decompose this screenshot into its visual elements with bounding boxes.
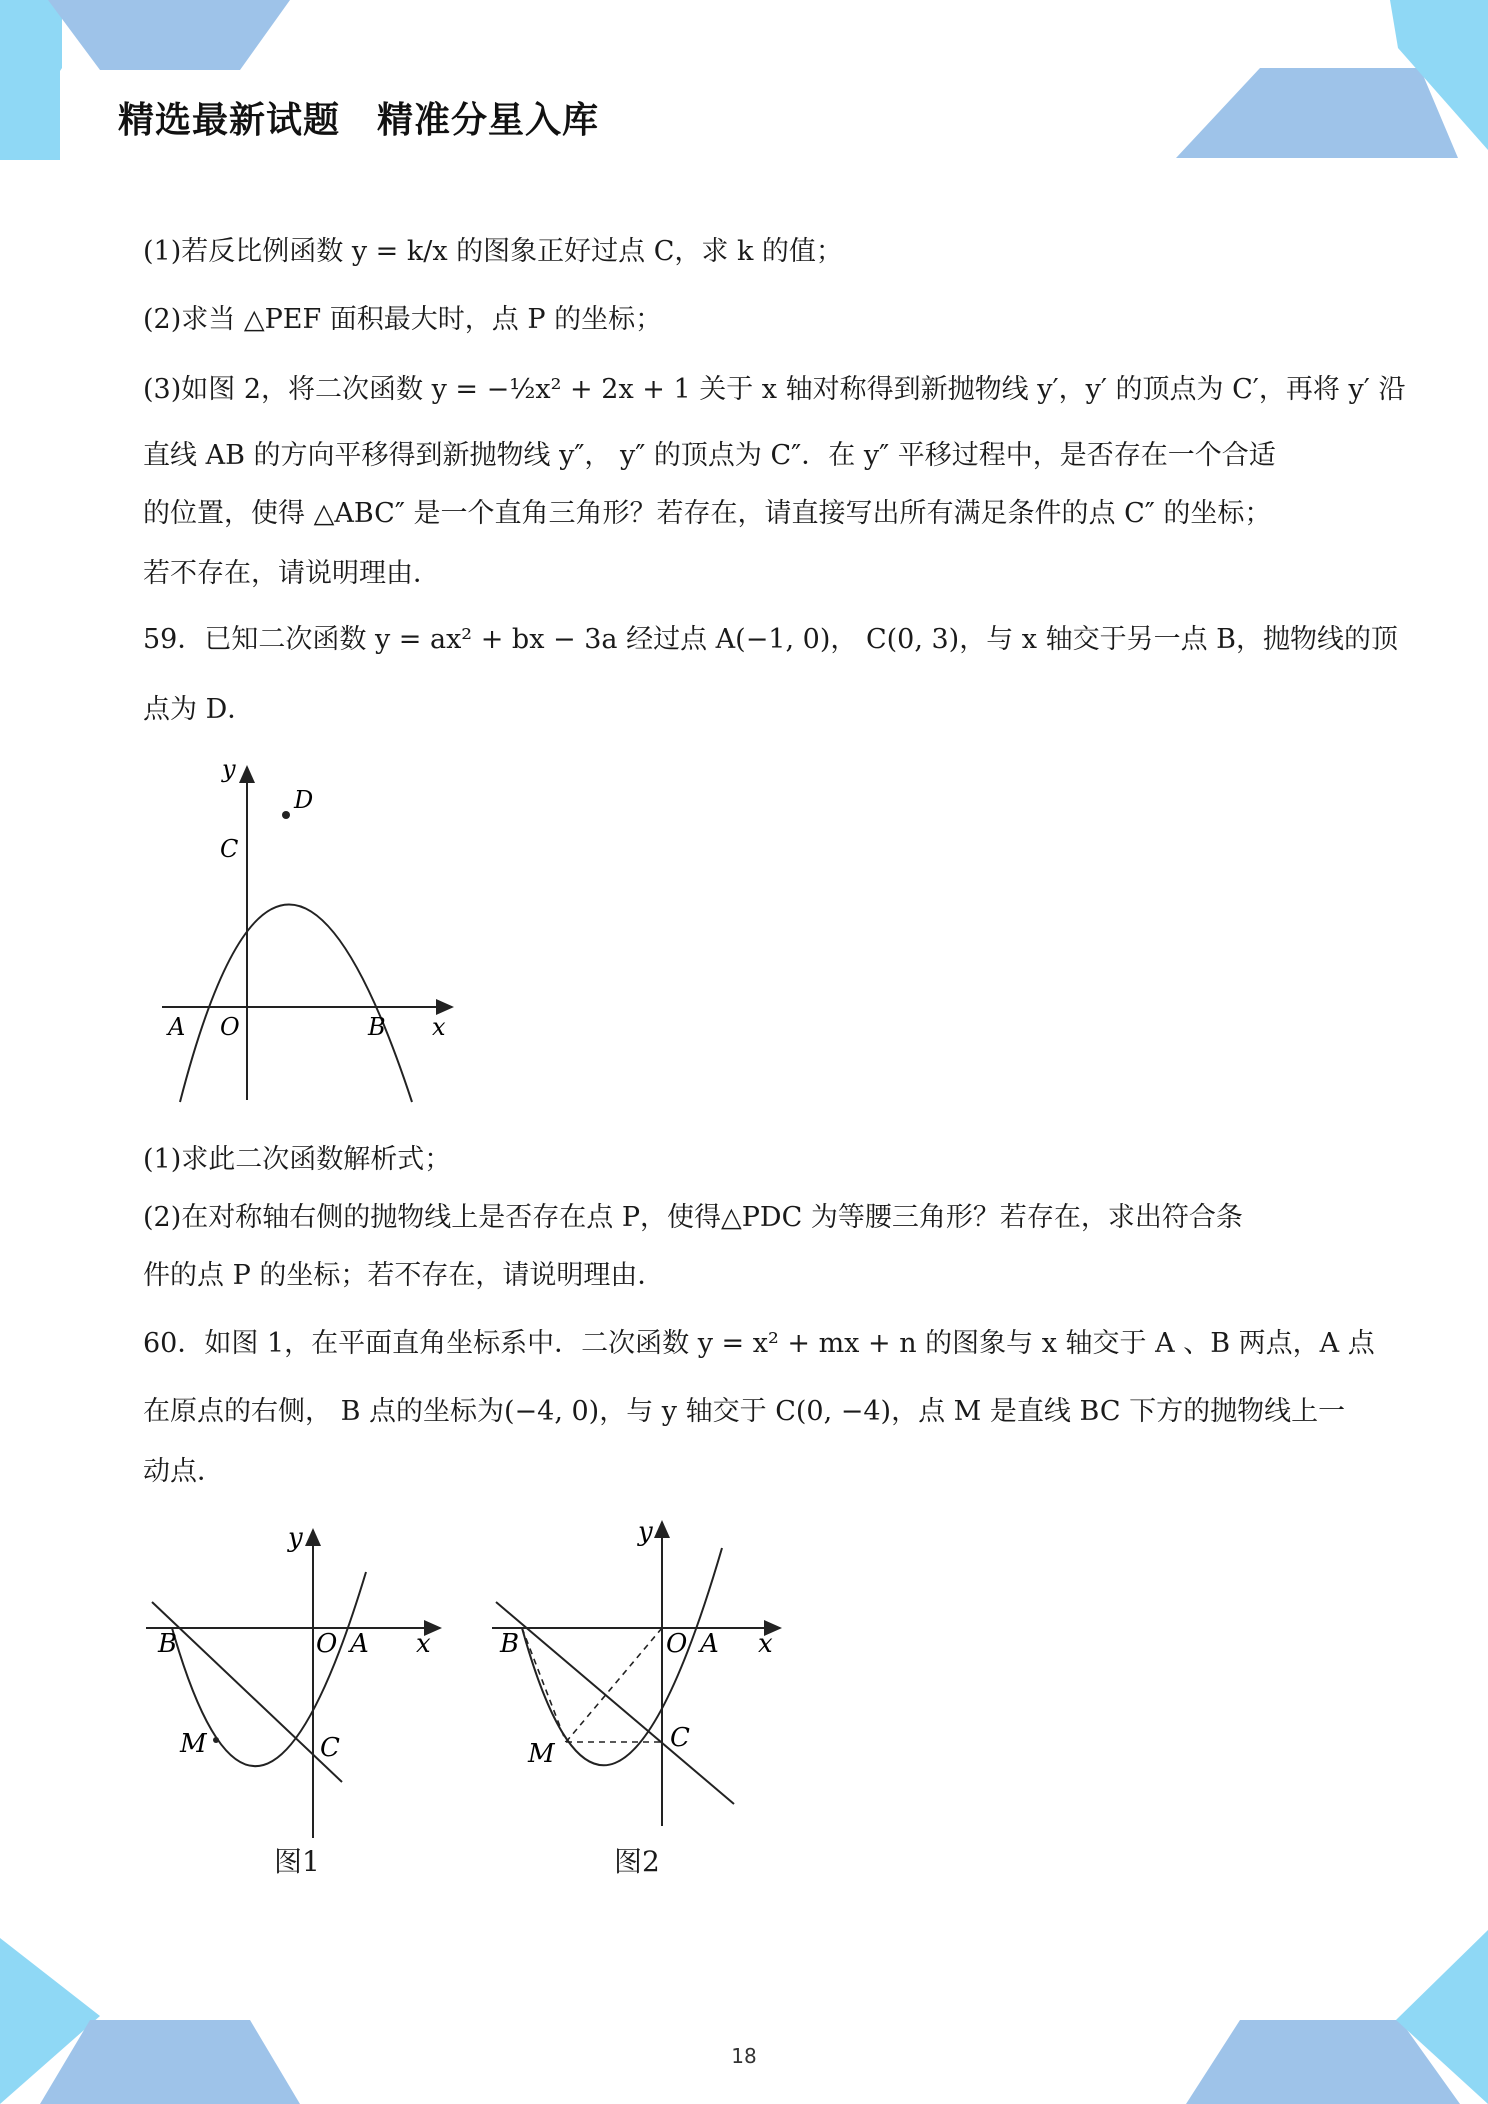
label-o: O [666,1629,688,1659]
question-line: 直线 AB 的方向平移得到新抛物线 y″， y″ 的顶点为 C″．在 y″ 平移过程中，是否存在一个合适 [143,440,1276,471]
parabola-curve [180,905,412,1103]
label-x: x [758,1629,773,1659]
label-c: C [320,1733,340,1763]
question-line: 若不存在，请说明理由． [143,558,440,589]
question-line: (3)如图 2，将二次函数 y = −½x² + 2x + 1 关于 x 轴对称得到新抛物线 y′，y′ 的顶点为 C′，再将 y′ 沿 [143,374,1406,405]
label-b: B [158,1629,178,1659]
label-c: C [220,835,239,863]
vertex-point [282,811,290,819]
question-line: 点为 D． [143,694,255,725]
label-x: x [432,1013,446,1041]
label-m: M [180,1729,207,1759]
question-line: 动点． [143,1456,224,1487]
label-a: A [168,1013,186,1041]
page-number: 18 [731,2044,757,2068]
header-title: 精选最新试题 精准分星入库 [118,100,600,141]
parabola-curve [522,1548,722,1765]
label-a: A [700,1629,719,1659]
question-line: 件的点 P 的坐标；若不存在，请说明理由． [143,1260,665,1291]
label-x: x [416,1629,431,1659]
question-line: (2)在对称轴右侧的抛物线上是否存在点 P，使得△PDC 为等腰三角形？若存在，求出符合条 [143,1202,1243,1233]
question-line: 59．已知二次函数 y = ax² + bx − 3a 经过点 A(−1, 0)， C(0, 3)，与 x 轴交于另一点 B，抛物线的顶 [143,624,1399,655]
figure-caption: 图2 [614,1845,660,1878]
question-line: (2)求当 △PEF 面积最大时，点 P 的坐标； [143,304,663,335]
header-decoration [0,0,1488,170]
question-line: (1)求此二次函数解析式； [143,1144,452,1175]
deco-right-trap [1176,68,1458,158]
question-line: 60．如图 1，在平面直角坐标系中．二次函数 y = x² + mx + n 的图象与 x 轴交于 A 、B 两点，A 点 [143,1328,1375,1359]
label-o: O [316,1629,338,1659]
figure-60-1 [140,1520,460,1840]
label-c: C [670,1723,690,1753]
label-m: M [528,1739,555,1769]
line-bc [496,1602,734,1804]
question-line: 的位置，使得 △ABC″ 是一个直角三角形？若存在，请直接写出所有满足条件的点 C″ 的坐标； [143,498,1272,529]
dashed-bm [522,1628,566,1742]
label-o: O [220,1013,240,1041]
label-y: y [288,1523,303,1553]
figure-59 [150,755,470,1105]
figure-caption: 图1 [274,1845,320,1878]
question-line: (1)若反比例函数 y = k/x 的图象正好过点 C，求 k 的值； [143,236,843,267]
dashed-mo [566,1628,662,1742]
label-b: B [368,1013,386,1041]
question-line: 在原点的右侧， B 点的坐标为(−4, 0)，与 y 轴交于 C(0, −4)，点 M 是直线 BC 下方的抛物线上一 [143,1396,1346,1427]
label-d: D [294,786,314,814]
footer-decoration [0,1930,1488,2104]
figure-60-2 [486,1508,806,1838]
label-b: B [500,1629,520,1659]
label-y: y [222,755,236,783]
deco-top-trap [48,0,290,70]
point-m [213,1737,219,1743]
label-a: A [350,1629,369,1659]
label-y: y [638,1517,653,1547]
